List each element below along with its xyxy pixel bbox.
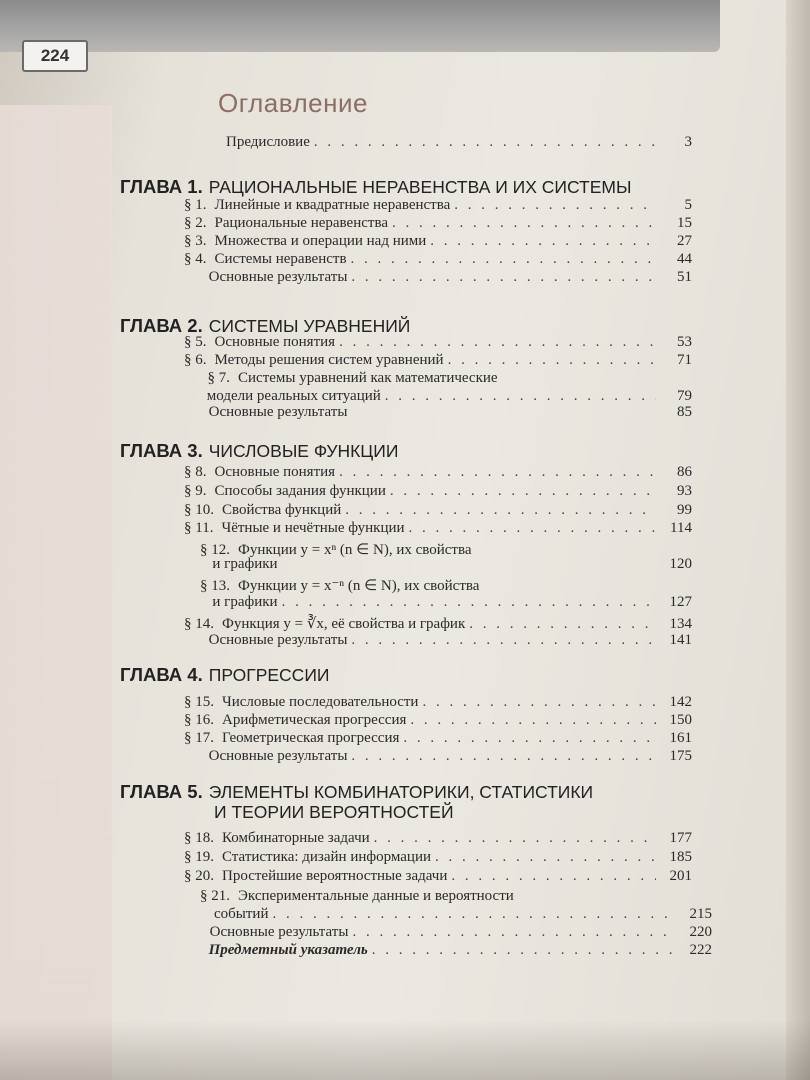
section-number: § 4. xyxy=(184,251,207,267)
toc-entry-text: Системы неравенств xyxy=(214,251,347,267)
section-number: § 21. xyxy=(200,888,230,904)
toc-entry-text: Способы задания функции xyxy=(214,483,386,499)
leader-dots xyxy=(339,464,656,481)
toc-entry[interactable] xyxy=(184,830,692,847)
toc-entry[interactable] xyxy=(184,868,692,885)
toc-entry-text: Простейшие вероятностные задачи xyxy=(222,868,448,884)
toc-entry-index[interactable] xyxy=(184,942,712,959)
toc-entry-page: 127 xyxy=(669,594,692,610)
section-number: § 17. xyxy=(184,730,214,746)
toc-entry-text: Свойства функций xyxy=(222,502,342,518)
toc-entry-continuation[interactable] xyxy=(184,906,712,923)
section-number: § 19. xyxy=(184,849,214,865)
page-title: Оглавление xyxy=(218,88,368,118)
leader-dots xyxy=(410,712,656,729)
toc-entry-text: и графики xyxy=(212,556,278,572)
chapter-number: ГЛАВА 5. xyxy=(120,781,203,802)
toc-entry-page: 99 xyxy=(677,502,692,518)
leader-dots xyxy=(314,134,656,151)
toc-entry-page: 120 xyxy=(669,556,692,572)
leader-dots xyxy=(351,251,656,268)
toc-entry-page: 141 xyxy=(669,632,692,648)
leader-dots xyxy=(351,632,656,649)
toc-entry-page: 93 xyxy=(677,483,692,499)
leader-dots xyxy=(345,502,656,519)
section-number: § 7. xyxy=(207,370,230,386)
toc-entry-page: 5 xyxy=(684,197,692,213)
leader-dots xyxy=(469,616,656,633)
section-number: § 5. xyxy=(184,334,207,350)
section-number: § 6. xyxy=(184,352,207,368)
page-margin-band xyxy=(0,105,112,1080)
toc-entry-text: Чётные и нечётные функции xyxy=(221,520,405,536)
section-number: § 8. xyxy=(184,464,207,480)
toc-entry-text: Предметный указатель xyxy=(208,942,368,958)
toc-entry-page: 114 xyxy=(670,520,692,536)
toc-entry-text: Предисловие xyxy=(226,134,310,150)
toc-entry-text: Основные понятия xyxy=(214,464,336,480)
toc-entry-page: 3 xyxy=(684,134,692,150)
toc-entry-text: и графики xyxy=(212,594,278,610)
toc-entry-text: Арифметическая прогрессия xyxy=(222,712,407,728)
leader-dots xyxy=(430,233,656,250)
toc-entry-page: 215 xyxy=(689,906,712,922)
leader-dots xyxy=(403,730,656,747)
section-number: § 18. xyxy=(184,830,214,846)
toc-entry[interactable] xyxy=(184,334,692,351)
toc-entry-page: 79 xyxy=(677,388,692,404)
toc-entry-text: Комбинаторные задачи xyxy=(222,830,370,846)
leader-dots xyxy=(352,924,676,941)
leader-dots xyxy=(374,830,656,847)
toc-entry[interactable] xyxy=(184,576,479,595)
toc-entry[interactable] xyxy=(184,888,514,905)
toc-entry[interactable] xyxy=(184,370,498,387)
toc-entry-page: 222 xyxy=(689,942,712,958)
leader-dots xyxy=(390,483,656,500)
section-number: § 10. xyxy=(184,502,214,518)
leader-dots xyxy=(392,215,656,232)
toc-entry-page: 15 xyxy=(677,215,692,231)
leader-dots xyxy=(339,334,656,351)
toc-entry-continuation[interactable] xyxy=(184,388,692,405)
chapter-title-line2: И ТЕОРИИ ВЕРОЯТНОСТЕЙ xyxy=(214,802,454,822)
chapter-title: ЭЛЕМЕНТЫ КОМБИНАТОРИКИ, СТАТИСТИКИ xyxy=(208,782,594,802)
toc-entry-summary[interactable] xyxy=(184,269,692,286)
leader-dots xyxy=(282,594,656,611)
toc-entry-text: Функция y = ∛x, её свойства и график xyxy=(222,616,466,632)
toc-entry-page: 161 xyxy=(669,730,692,746)
toc-entry-text: Основные понятия xyxy=(214,334,336,350)
header-band xyxy=(0,0,720,52)
chapter-title: СИСТЕМЫ УРАВНЕНИЙ xyxy=(208,316,411,336)
toc-entry[interactable] xyxy=(184,520,692,537)
toc-entry-page: 220 xyxy=(689,924,712,940)
chapter-number: ГЛАВА 3. xyxy=(120,440,203,461)
section-number: § 9. xyxy=(184,483,207,499)
toc-entry-page: 177 xyxy=(669,830,692,846)
section-number: § 13. xyxy=(200,578,230,594)
toc-entry-summary[interactable] xyxy=(184,632,692,649)
chapter-heading xyxy=(120,440,398,462)
toc-entry-text: Функции y = x⁻ⁿ (n ∈ N), их свойства xyxy=(238,578,480,594)
toc-entry[interactable] xyxy=(184,712,692,729)
chapter-number: ГЛАВА 1. xyxy=(120,176,203,197)
bottom-shadow xyxy=(0,1020,810,1080)
toc-entry-text: Рациональные неравенства xyxy=(214,215,388,231)
toc-entry[interactable] xyxy=(184,730,692,747)
toc-entry-summary[interactable] xyxy=(184,748,692,765)
toc-entry[interactable] xyxy=(184,694,692,711)
leader-dots xyxy=(422,694,656,711)
toc-entry-text: Основные результаты xyxy=(208,269,348,285)
leader-dots xyxy=(385,388,656,405)
toc-entry-text: Системы уравнений как математические xyxy=(238,370,498,386)
section-number: § 11. xyxy=(184,520,214,536)
toc-preface[interactable] xyxy=(226,134,692,151)
toc-entry-page: 185 xyxy=(669,849,692,865)
toc-entry-summary[interactable] xyxy=(184,924,712,941)
toc-entry[interactable] xyxy=(184,614,692,633)
toc-entry-page: 134 xyxy=(669,616,692,632)
toc-entry-page: 86 xyxy=(677,464,692,480)
toc-entry-text: Основные результаты xyxy=(209,924,349,940)
section-number: § 14. xyxy=(184,616,214,632)
toc-entry[interactable] xyxy=(184,483,692,500)
toc-entry-page: 150 xyxy=(669,712,692,728)
toc-entry-page: 53 xyxy=(677,334,692,350)
toc-entry-page: 175 xyxy=(669,748,692,764)
toc-entry-text: Методы решения систем уравнений xyxy=(214,352,444,368)
chapter-number: ГЛАВА 2. xyxy=(120,315,203,336)
chapter-title: ЧИСЛОВЫЕ ФУНКЦИИ xyxy=(208,441,399,461)
toc-entry[interactable] xyxy=(184,233,692,250)
section-number: § 3. xyxy=(184,233,207,249)
toc-entry-text: Экспериментальные данные и вероятности xyxy=(238,888,514,904)
page-edge xyxy=(786,0,810,1080)
leader-dots xyxy=(351,269,656,286)
toc-entry-text: Функции y = xⁿ (n ∈ N), их свойства xyxy=(238,542,472,558)
toc-entry-continuation[interactable] xyxy=(184,594,692,611)
toc-entry-page: 201 xyxy=(669,868,692,884)
toc-entry-text: Основные результаты xyxy=(208,404,348,420)
chapter-title: РАЦИОНАЛЬНЫЕ НЕРАВЕНСТВА И ИХ СИСТЕМЫ xyxy=(208,177,632,197)
section-number: § 20. xyxy=(184,868,214,884)
toc-entry-text: Множества и операции над ними xyxy=(214,233,427,249)
leader-dots xyxy=(272,906,676,923)
toc-entry-text: Геометрическая прогрессия xyxy=(222,730,400,746)
toc-entry-page: 71 xyxy=(677,352,692,368)
toc-entry[interactable] xyxy=(184,849,692,866)
toc-entry-text: Числовые последовательности xyxy=(222,694,419,710)
section-number: § 12. xyxy=(200,542,230,558)
toc-entry[interactable] xyxy=(184,352,692,369)
chapter-number: ГЛАВА 4. xyxy=(120,664,203,685)
toc-entry[interactable] xyxy=(184,464,692,481)
section-number: § 1. xyxy=(184,197,207,213)
toc-entry-continuation[interactable] xyxy=(184,556,692,573)
leader-dots xyxy=(454,197,656,214)
section-number: § 2. xyxy=(184,215,207,231)
toc-entry-text: Линейные и квадратные неравенства xyxy=(214,197,451,213)
leader-dots xyxy=(448,352,656,369)
toc-entry-page: 44 xyxy=(677,251,692,267)
toc-entry-page: 27 xyxy=(677,233,692,249)
toc-entry-text: Статистика: дизайн информации xyxy=(222,849,431,865)
toc-entry[interactable] xyxy=(184,197,692,214)
toc-entry-page: 51 xyxy=(677,269,692,285)
leader-dots xyxy=(372,942,676,959)
page-number: 224 xyxy=(22,40,88,72)
toc-entry-text: событий xyxy=(214,906,269,922)
toc-entry-summary[interactable] xyxy=(184,404,692,421)
toc-entry-text: модели реальных ситуаций xyxy=(206,388,381,404)
toc-entry-page: 85 xyxy=(677,404,692,420)
chapter-heading xyxy=(120,664,329,686)
chapter-heading xyxy=(120,176,631,198)
leader-dots xyxy=(451,868,656,885)
chapter-title: ПРОГРЕССИИ xyxy=(208,665,330,685)
chapter-heading xyxy=(120,782,593,822)
toc-entry-page: 142 xyxy=(669,694,692,710)
toc-entry-text: Основные результаты xyxy=(208,748,348,764)
toc-entry[interactable] xyxy=(184,251,692,268)
leader-dots xyxy=(351,748,656,765)
toc-entry[interactable] xyxy=(184,215,692,232)
toc-entry[interactable] xyxy=(184,502,692,519)
section-number: § 16. xyxy=(184,712,214,728)
toc-entry-text: Основные результаты xyxy=(208,632,348,648)
leader-dots xyxy=(435,849,656,866)
section-number: § 15. xyxy=(184,694,214,710)
leader-dots xyxy=(409,520,656,537)
